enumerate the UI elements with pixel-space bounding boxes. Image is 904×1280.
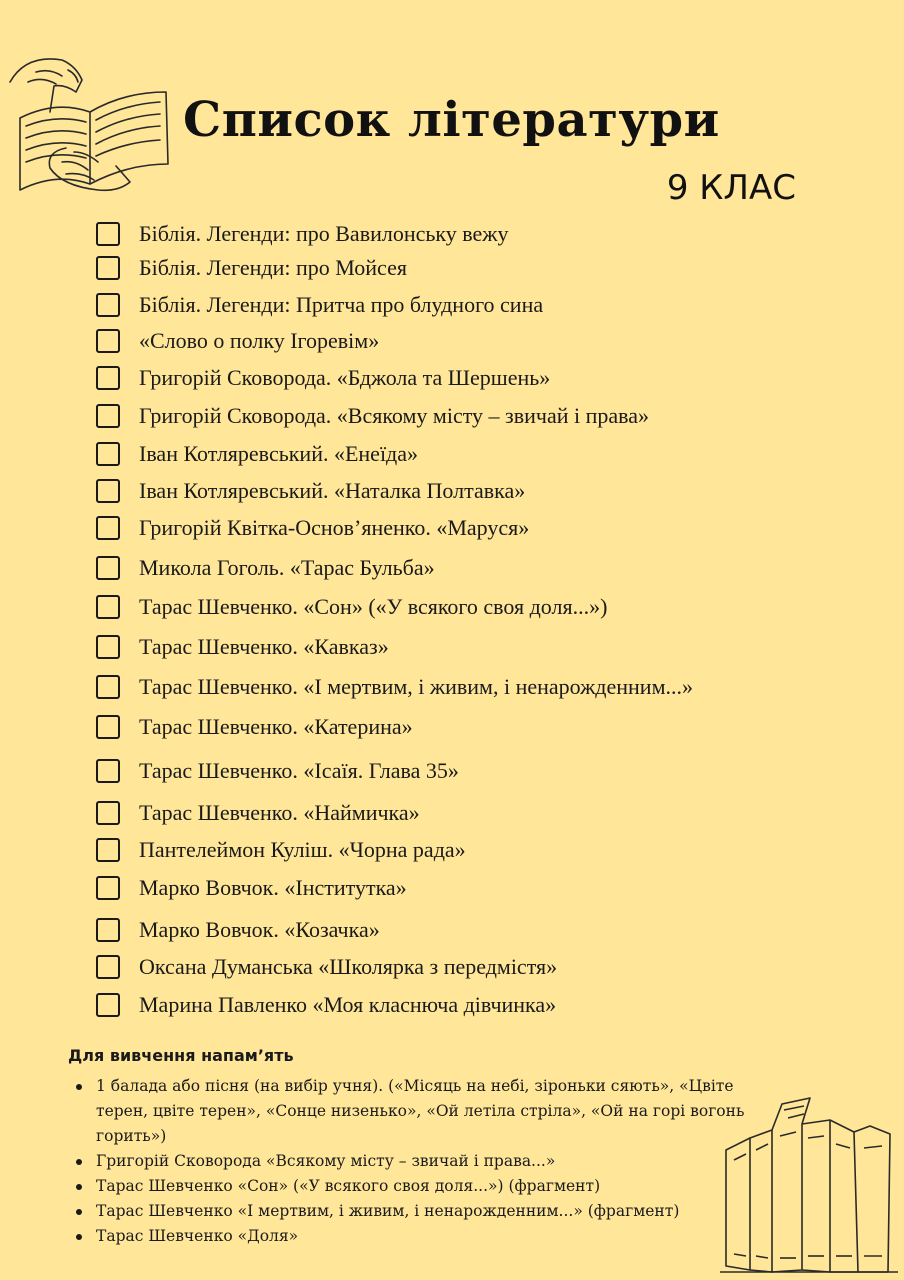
checklist-item-label: Оксана Думанська «Школярка з передмістя»: [139, 954, 558, 979]
checklist-item-label: Григорій Сковорода. «Всякому місту – звичай і права»: [139, 403, 649, 428]
checklist-item-label: Пантелеймон Куліш. «Чорна рада»: [139, 837, 466, 862]
checklist-item-label: Іван Котляревський. «Наталка Полтавка»: [139, 478, 526, 503]
checkbox[interactable]: [96, 759, 120, 783]
checkbox[interactable]: [96, 955, 120, 979]
checkbox[interactable]: [96, 442, 120, 466]
checklist-item-label: Микола Гоголь. «Тарас Бульба»: [139, 555, 435, 580]
checklist-item[interactable]: [96, 754, 836, 788]
checkbox[interactable]: [96, 516, 120, 540]
checklist-item-label: Тарас Шевченко. «Сон» («У всякого своя доля...»): [139, 594, 608, 619]
checklist-item[interactable]: [96, 288, 836, 322]
list-item: 1 балада або пісня (на вибір учня). («Місяць на небі, зіроньки сяють», «Цвіте терен, цвіте терен», «Сонце низенько», «Ой летіла стріла», «Ой на горі вогонь горить»): [96, 1074, 776, 1149]
checklist-item[interactable]: [96, 399, 836, 433]
checklist-item-label: Григорій Квітка-Основ’яненко. «Маруся»: [139, 515, 530, 540]
checklist-item[interactable]: [96, 950, 836, 984]
checklist-item-label: Тарас Шевченко. «Наймичка»: [139, 800, 420, 825]
checklist-item[interactable]: [96, 361, 836, 395]
checklist-item[interactable]: [96, 710, 836, 744]
checklist-item-label: Тарас Шевченко. «Катерина»: [139, 714, 413, 739]
checklist-item[interactable]: [96, 474, 836, 508]
checkbox[interactable]: [96, 256, 120, 280]
checklist-item[interactable]: [96, 988, 836, 1022]
checklist-item-label: Марко Вовчок. «Козачка»: [139, 917, 380, 942]
list-item: Тарас Шевченко «Сон» («У всякого своя доля...») (фрагмент): [96, 1174, 776, 1199]
checklist-item-label: Іван Котляревський. «Енеїда»: [139, 441, 419, 466]
list-item: Тарас Шевченко «Доля»: [96, 1224, 776, 1249]
checklist-item[interactable]: [96, 913, 836, 947]
checkbox[interactable]: [96, 635, 120, 659]
checklist-item[interactable]: [96, 590, 836, 624]
checkbox[interactable]: [96, 801, 120, 825]
checkbox[interactable]: [96, 876, 120, 900]
checklist-item-label: Біблія. Легенди: Притча про блудного сина: [139, 292, 544, 317]
checkbox[interactable]: [96, 715, 120, 739]
checklist-item[interactable]: [96, 217, 836, 251]
checklist-item-label: Марина Павленко «Моя класнюча дівчинка»: [139, 992, 557, 1017]
checklist-item[interactable]: [96, 796, 836, 830]
checkbox[interactable]: [96, 675, 120, 699]
checklist-item[interactable]: [96, 551, 836, 585]
page-title: Список літератури: [183, 92, 720, 148]
checklist-item-label: Марко Вовчок. «Інститутка»: [139, 875, 407, 900]
checklist-item[interactable]: [96, 670, 836, 704]
checklist-item-label: Тарас Шевченко. «Кавказ»: [139, 634, 389, 659]
checkbox[interactable]: [96, 595, 120, 619]
checkbox[interactable]: [96, 329, 120, 353]
checklist-item[interactable]: [96, 511, 836, 545]
checklist-item[interactable]: [96, 437, 836, 471]
hands-holding-book-icon: [6, 52, 178, 192]
checkbox[interactable]: [96, 366, 120, 390]
checklist-item[interactable]: [96, 630, 836, 664]
checklist-item-label: Біблія. Легенди: про Мойсея: [139, 255, 407, 280]
book-stack-icon: [720, 1090, 898, 1274]
checklist-item[interactable]: [96, 251, 836, 285]
checklist-item-label: Григорій Сковорода. «Бджола та Шершень»: [139, 365, 551, 390]
checklist-item-label: Тарас Шевченко. «Ісаїя. Глава 35»: [139, 758, 459, 783]
checkbox[interactable]: [96, 556, 120, 580]
checklist-item-label: Біблія. Легенди: про Вавилонську вежу: [139, 221, 509, 246]
checklist-item-label: «Слово о полку Ігоревім»: [139, 328, 380, 353]
checkbox[interactable]: [96, 918, 120, 942]
checkbox[interactable]: [96, 293, 120, 317]
list-item: Тарас Шевченко «І мертвим, і живим, і ненарожденним...» (фрагмент): [96, 1199, 776, 1224]
checkbox[interactable]: [96, 838, 120, 862]
list-item: Григорій Сковорода «Всякому місту – звичай і права...»: [96, 1149, 776, 1174]
memorize-list: [96, 1074, 776, 1249]
checklist-item[interactable]: [96, 871, 836, 905]
checklist-item[interactable]: [96, 324, 836, 358]
checkbox[interactable]: [96, 404, 120, 428]
checkbox[interactable]: [96, 993, 120, 1017]
checklist-item-label: Тарас Шевченко. «І мертвим, і живим, і ненарожденним...»: [139, 674, 693, 699]
grade-subtitle: 9 КЛАС: [666, 168, 796, 208]
checkbox[interactable]: [96, 479, 120, 503]
memorize-heading: Для вивчення напам’ять: [68, 1046, 294, 1065]
checkbox[interactable]: [96, 222, 120, 246]
checklist-item[interactable]: [96, 833, 836, 867]
